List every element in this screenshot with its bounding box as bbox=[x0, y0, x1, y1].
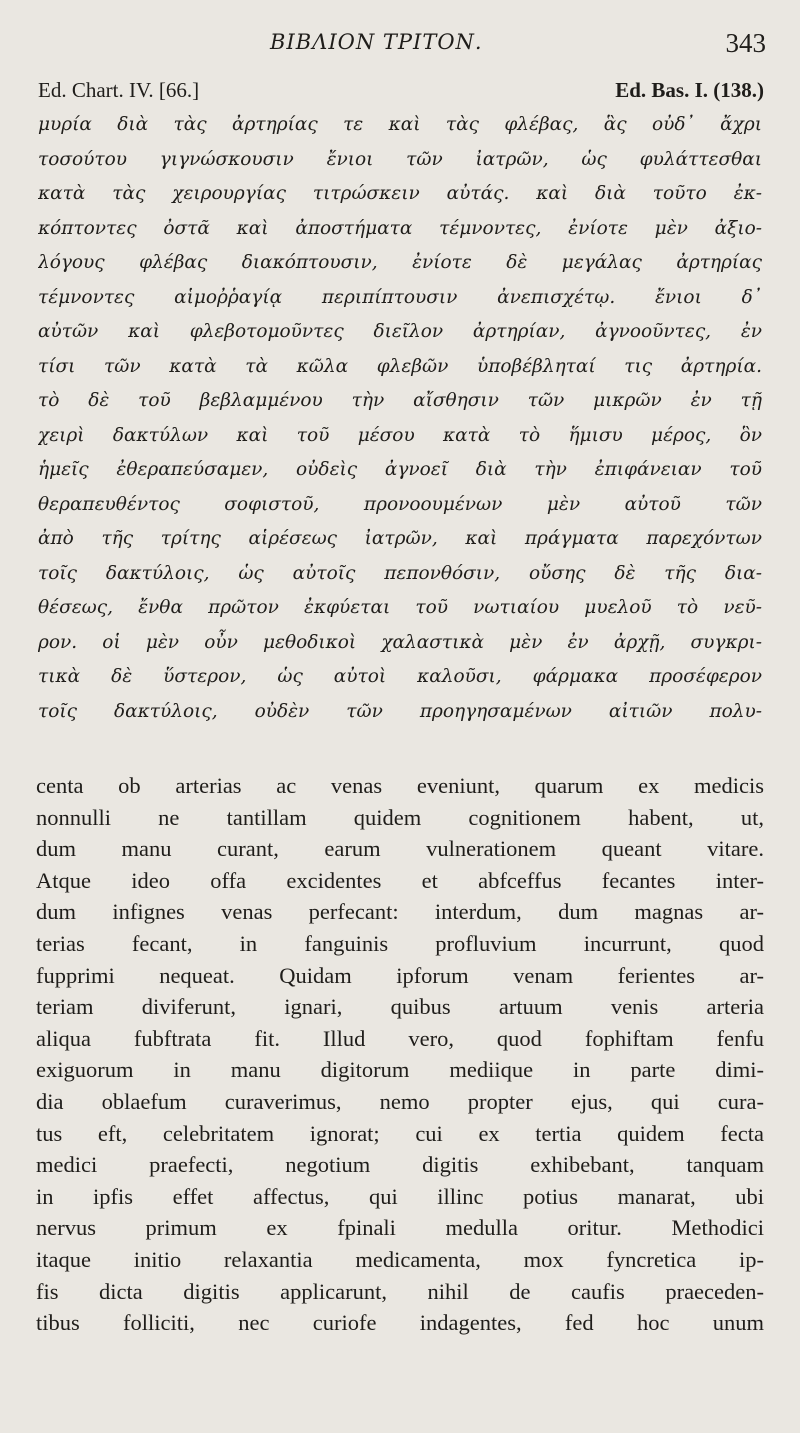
latin-text-line: in ipfis effet affectus, qui illinc potius manarat, ubi bbox=[36, 1183, 764, 1209]
running-head bbox=[0, 28, 800, 62]
greek-text-line: μυρία διὰ τὰς ἀρτηρίας τε καὶ τὰς φλέβας, ἃς οὐδ᾽ ἄχρι bbox=[38, 114, 762, 135]
greek-text-block bbox=[38, 108, 762, 729]
page-number: 343 bbox=[725, 28, 766, 58]
latin-text-line: tibus folliciti, nec curiofe indagentes, fed hoc unum bbox=[36, 1310, 764, 1336]
latin-text-line: dum infignes venas perfecant: interdum, dum magnas ar- bbox=[36, 899, 764, 925]
greek-text-line: ἀπὸ τῆς τρίτης αἱρέσεως ἰατρῶν, καὶ πράγματα παρεχόντων bbox=[38, 528, 762, 549]
latin-text-line: nervus primum ex fpinali medulla oritur. Methodici bbox=[36, 1215, 764, 1241]
greek-text-line: τοῖς δακτύλοις, ὡς αὐτοῖς πεπονθόσιν, οὔσης δὲ τῆς δια- bbox=[38, 562, 762, 584]
greek-text-line: τίσι τῶν κατὰ τὰ κῶλα φλεβῶν ὑποβέβληταί τις ἀρτηρία. bbox=[38, 355, 762, 377]
latin-text-line: terias fecant, in fanguinis profluvium incurrunt, quod bbox=[36, 930, 764, 956]
greek-text-line: λόγους φλέβας διακόπτουσιν, ἐνίοτε δὲ μεγάλας ἀρτηρίας bbox=[38, 252, 762, 273]
greek-text-line: ρον. οἱ μὲν οὖν μεθοδικοὶ χαλαστικὰ μὲν ἐν ἀρχῇ, συγκρι- bbox=[38, 631, 762, 653]
greek-text-line: κατὰ τὰς χειρουργίας τιτρώσκειν αὐτάς. καὶ διὰ τοῦτο ἐκ- bbox=[38, 183, 762, 204]
latin-text-line: exiguorum in manu digitorum mediique in parte dimi- bbox=[36, 1057, 764, 1083]
greek-text-line: χειρὶ δακτύλων καὶ τοῦ μέσου κατὰ τὸ ἥμισυ μέρος, ὃν bbox=[38, 424, 762, 446]
latin-text-line: dia oblaefum curaverimus, nemo propter ejus, qui cura- bbox=[36, 1088, 764, 1114]
greek-text-line: αὐτῶν καὶ φλεβοτομοῦντες διεῖλον ἀρτηρίαν, ἀγνοοῦντες, ἐν bbox=[38, 321, 762, 342]
book-title: ΒΙΒΛΙΟΝ ΤΡΙΤΟΝ. bbox=[270, 30, 483, 54]
greek-text-line: τικὰ δὲ ὕστερον, ὡς αὐτοὶ καλοῦσι, φάρμακα προσέφερον bbox=[38, 666, 762, 687]
greek-text-line: τοῖς δακτύλοις, οὐδὲν τῶν προηγησαμένων αἰτιῶν πολυ- bbox=[38, 700, 762, 722]
latin-text-block bbox=[36, 770, 764, 1339]
greek-text-line: τοσούτου γιγνώσκουσιν ἔνιοι τῶν ἰατρῶν, ὡς φυλάττεσθαι bbox=[38, 148, 762, 170]
greek-text-line: κόπτοντες ὀστᾶ καὶ ἀποστήματα τέμνοντες, ἐνίοτε μὲν ἀξιο- bbox=[38, 217, 762, 239]
latin-text-line: teriam diviferunt, ignari, quibus artuum venis arteria bbox=[36, 994, 764, 1020]
latin-text-line: fis dicta digitis applicarunt, nihil de caufis praeceden- bbox=[36, 1278, 764, 1304]
greek-text-line: θεραπευθέντος σοφιστοῦ, προνοουμένων μὲν αὐτοῦ τῶν bbox=[38, 493, 762, 515]
greek-text-line: θέσεως, ἔνθα πρῶτον ἐκφύεται τοῦ νωτιαίου μυελοῦ τὸ νεῦ- bbox=[38, 597, 762, 618]
edition-basel-reference: Ed. Bas. I. (138.) bbox=[615, 78, 764, 102]
latin-text-line: dum manu curant, earum vulnerationem queant vitare. bbox=[36, 836, 764, 862]
greek-text-line: τέμνοντες αἱμοῤῥαγίᾳ περιπίπτουσιν ἀνεπισχέτῳ. ἔνιοι δ᾽ bbox=[38, 286, 762, 308]
latin-text-line: itaque initio relaxantia medicamenta, mox fyncretica ip- bbox=[36, 1246, 764, 1272]
latin-text-line: tus eft, celebritatem ignorat; cui ex tertia quidem fecta bbox=[36, 1120, 764, 1146]
latin-text-line: centa ob arterias ac venas eveniunt, quarum ex medicis bbox=[36, 773, 764, 798]
latin-text-line: medici praefecti, negotium digitis exhibebant, tanquam bbox=[36, 1152, 764, 1178]
greek-text-line: τὸ δὲ τοῦ βεβλαμμένου τὴν αἴσθησιν τῶν μικρῶν ἐν τῇ bbox=[38, 390, 762, 411]
edition-chart-reference: Ed. Chart. IV. [66.] bbox=[38, 78, 200, 102]
latin-text-line: nonnulli ne tantillam quidem cognitionem habent, ut, bbox=[36, 804, 764, 830]
greek-text-line: ἡμεῖς ἐθεραπεύσαμεν, οὐδεὶς ἀγνοεῖ διὰ τὴν ἐπιφάνειαν τοῦ bbox=[38, 459, 762, 480]
edition-references bbox=[0, 78, 800, 108]
latin-text-line: aliqua fubftrata fit. Illud vero, quod fophiftam fenfu bbox=[36, 1025, 764, 1051]
latin-text-line: fupprimi nequeat. Quidam ipforum venam ferientes ar- bbox=[36, 962, 764, 988]
latin-text-line: Atque ideo offa excidentes et abfceffus fecantes inter- bbox=[36, 867, 764, 893]
